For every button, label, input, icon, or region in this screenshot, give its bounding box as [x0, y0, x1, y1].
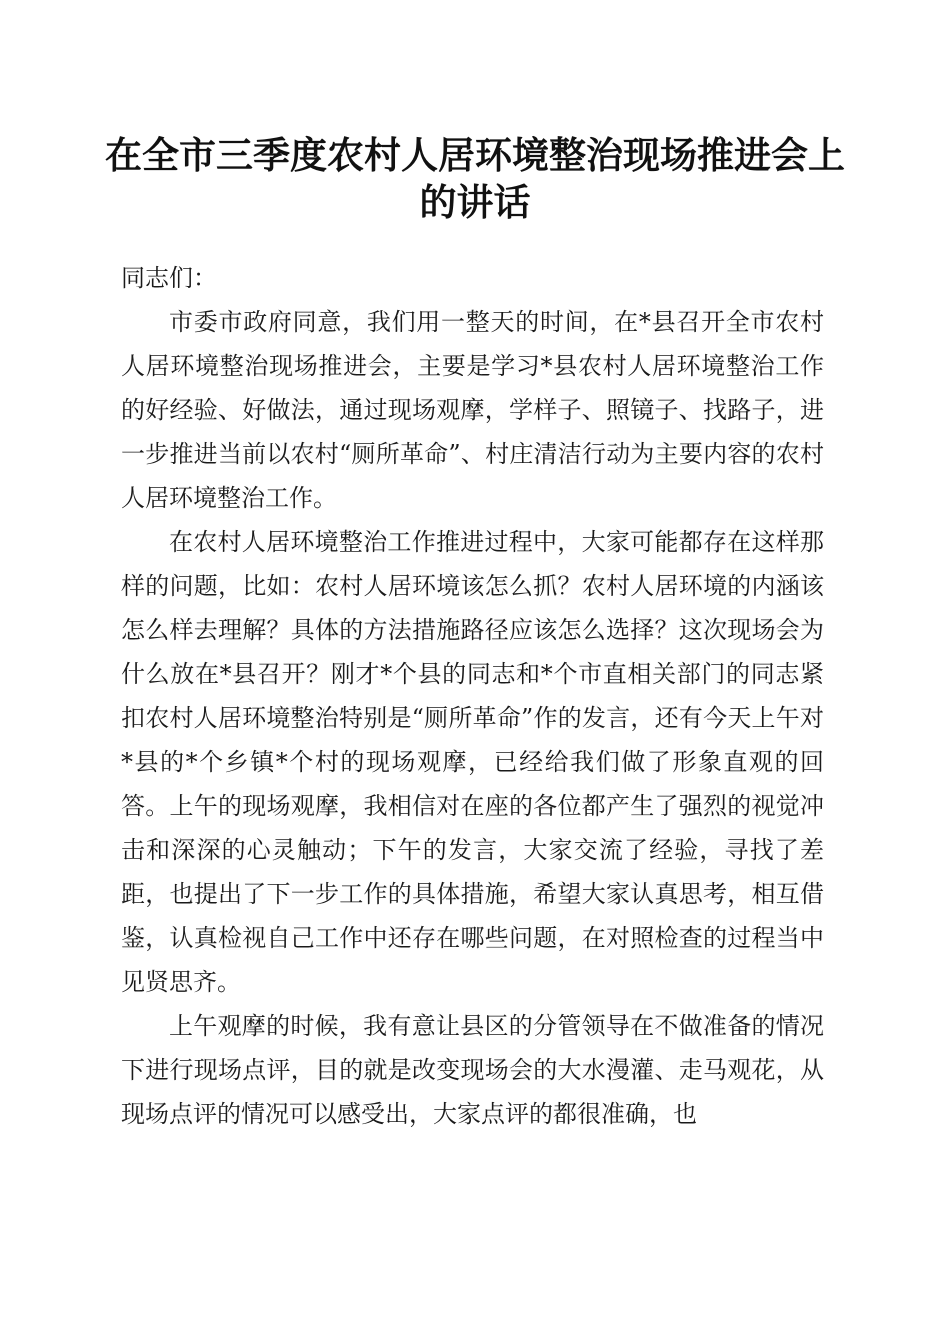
- paragraph-1: 市委市政府同意，我们用一整天的时间，在*县召开全市农村人居环境整治现场推进会，主要是学习*县农村人居环境整治工作的好经验、好做法，通过现场观摩，学样子、照镜子、找路子，进一步推进当前以农村“厕所革命”、村庄清洁行动为主要内容的农村人居环境整治工作。: [121, 308, 824, 512]
- salutation: 同志们：: [121, 264, 217, 292]
- document-title: 在全市三季度农村人居环境整治现场推进会上的讲话: [105, 133, 845, 224]
- document-body: [121, 256, 824, 1136]
- paragraph-2: 在农村人居环境整治工作推进过程中，大家可能都存在这样那样的问题，比如：农村人居环境该怎么抓？农村人居环境的内涵该怎么样去理解？具体的方法措施路径应该怎么选择？这次现场会为什么放在*县召开？刚才*个县的同志和*个市直相关部门的同志紧扣农村人居环境整治特别是“厕所革命”作的发言，还有今天上午对*县的*个乡镇*个村的现场观摩，已经给我们做了形象直观的回答。上午的现场观摩，我相信对在座的各位都产生了强烈的视觉冲击和深深的心灵触动；下午的发言，大家交流了经验，寻找了差距，也提出了下一步工作的具体措施，希望大家认真思考，相互借鉴，认真检视自己工作中还存在哪些问题，在对照检查的过程当中见贤思齐。: [121, 528, 824, 996]
- paragraph-3: 上午观摩的时候，我有意让县区的分管领导在不做准备的情况下进行现场点评，目的就是改变现场会的大水漫灌、走马观花，从现场点评的情况可以感受出，大家点评的都很准确，也: [121, 1012, 824, 1128]
